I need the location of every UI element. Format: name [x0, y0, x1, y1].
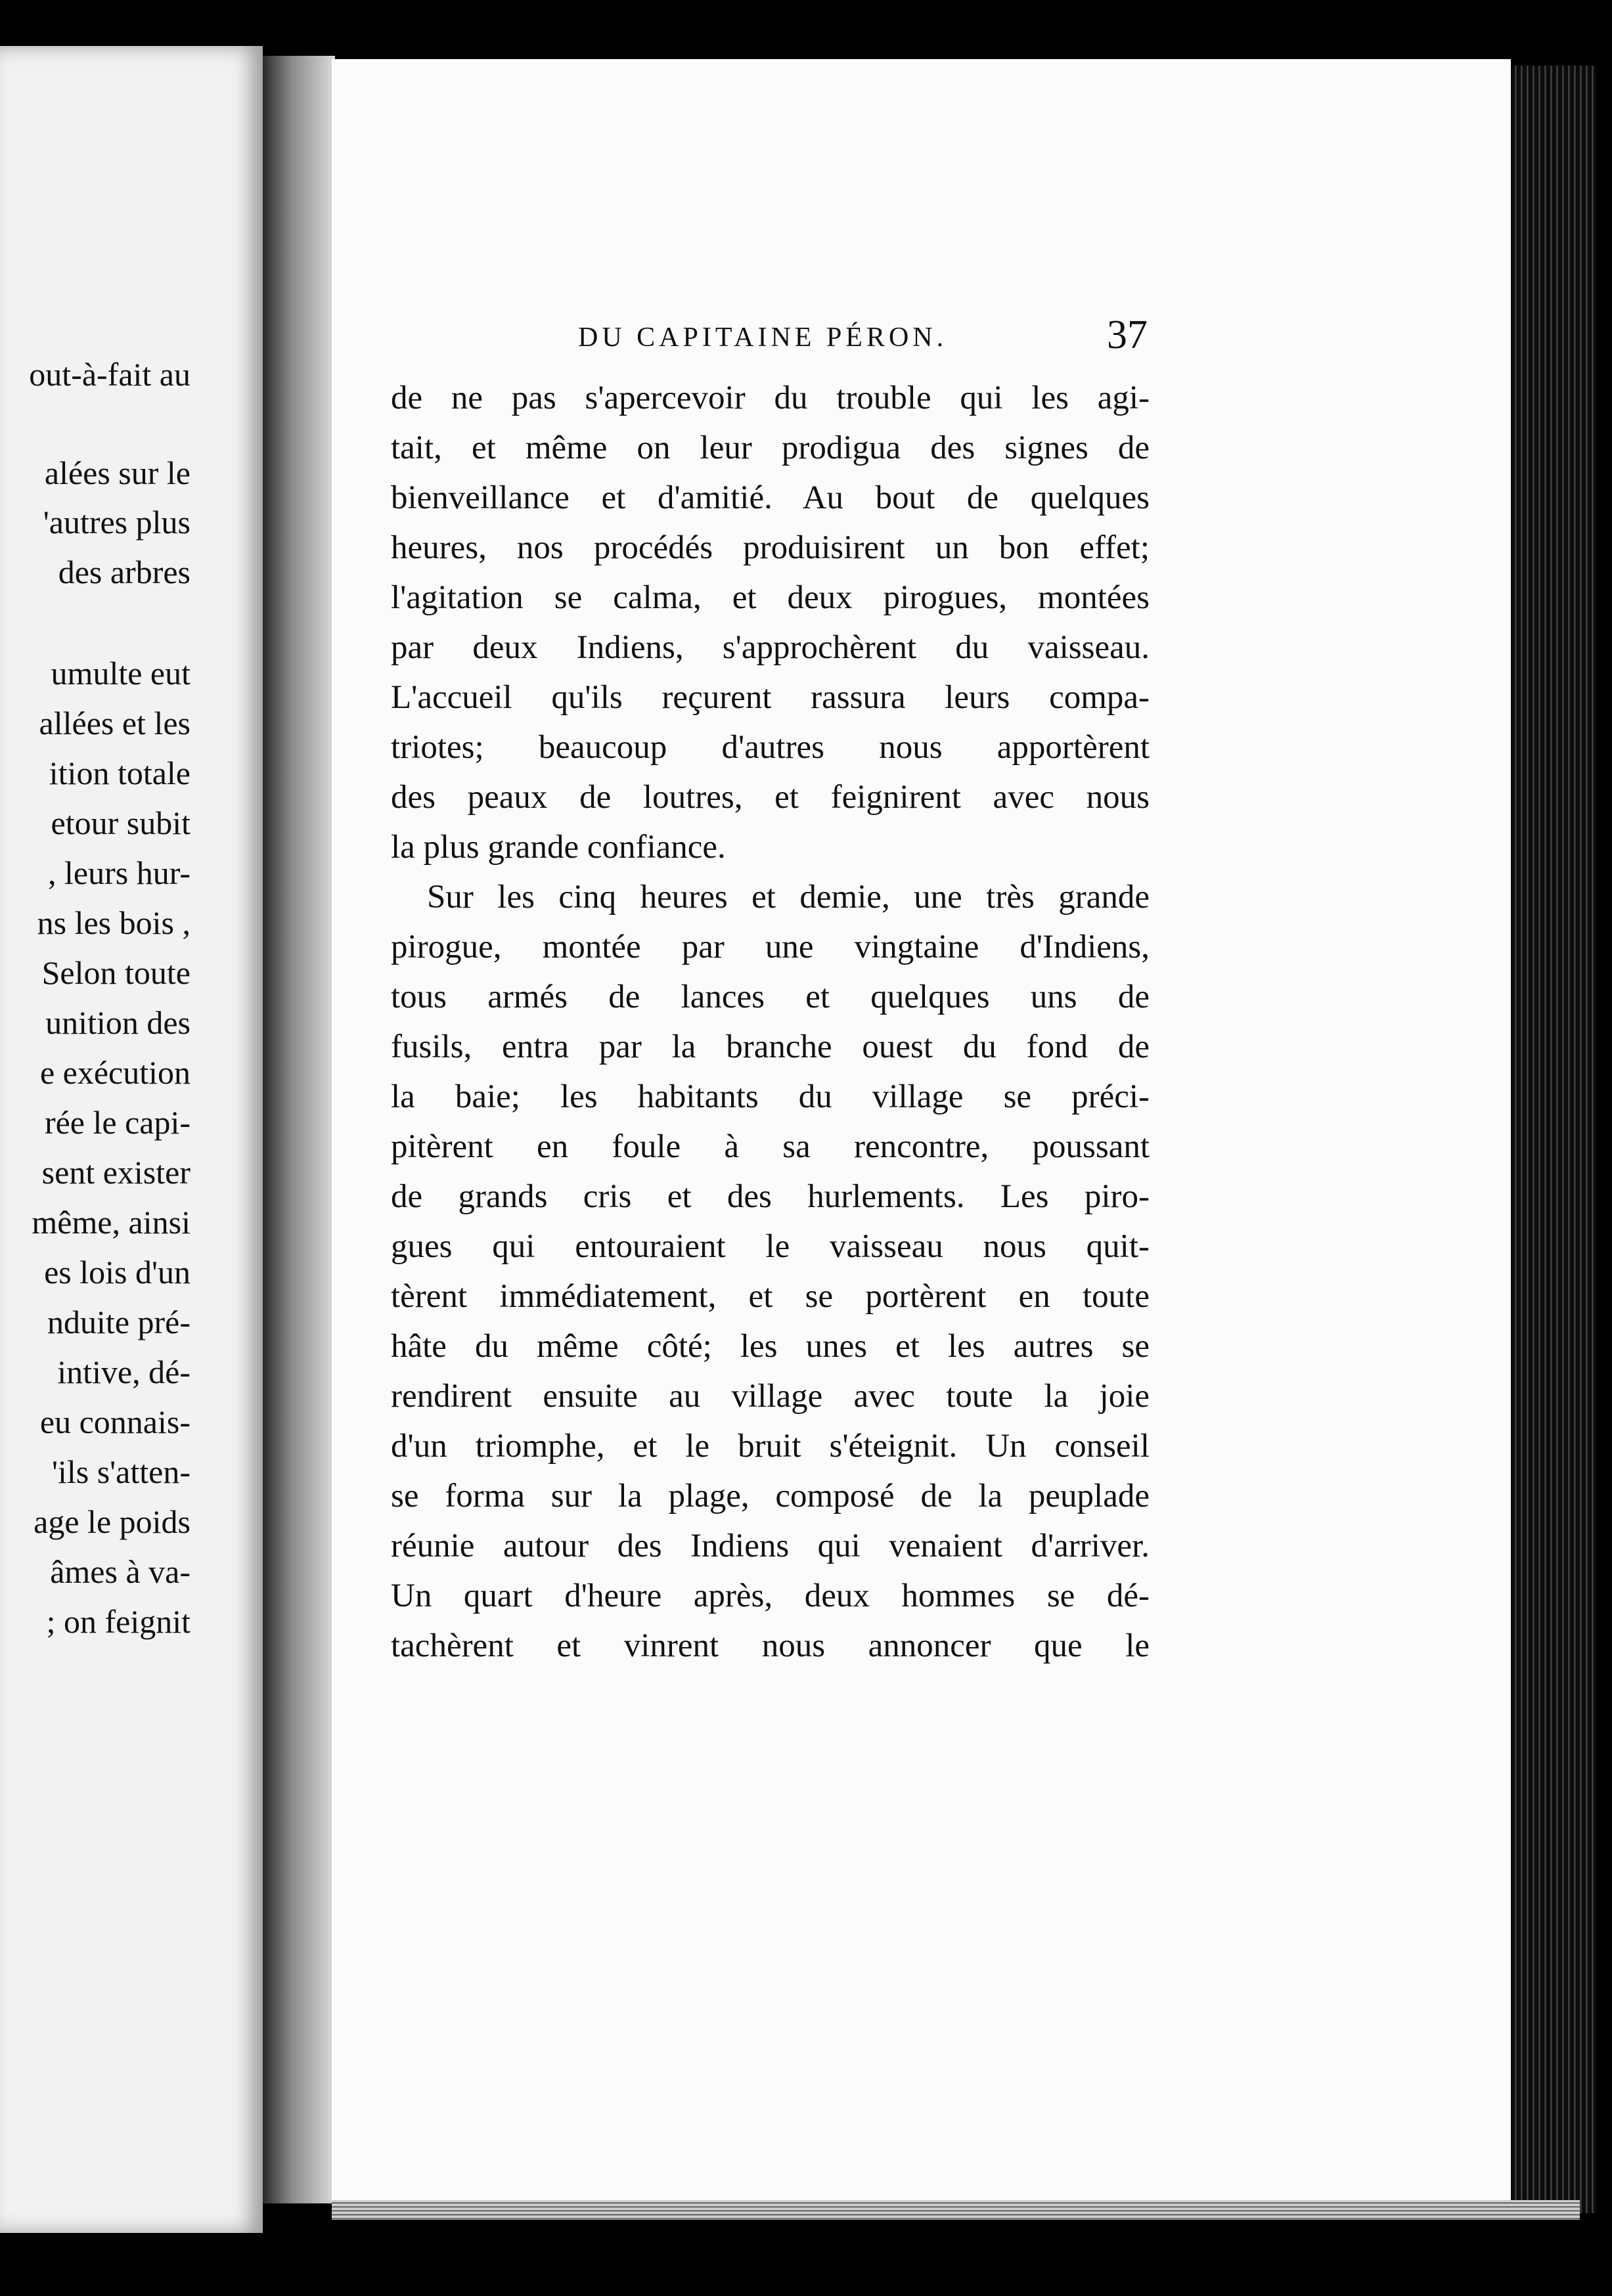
left-page: [0, 46, 263, 2233]
left-page-line: nduite pré-: [47, 1304, 190, 1340]
left-page-line: , leurs hur-: [48, 854, 190, 891]
left-page-line: rée le capi-: [44, 1104, 190, 1141]
left-page-line: sent exister: [41, 1154, 190, 1191]
left-page-line: ; on feignit: [46, 1603, 190, 1640]
left-page-line: même, ainsi: [32, 1204, 190, 1241]
body-line: se forma sur la plage, composé de la peuplade: [391, 1478, 1150, 1514]
left-page-line: des arbres: [58, 554, 190, 590]
left-page-line: 'ils s'atten-: [51, 1453, 190, 1490]
left-page-line: alées sur le: [44, 454, 190, 491]
left-page-line: es lois d'un: [44, 1254, 190, 1291]
body-line: la baie; les habitants du village se préci-: [391, 1078, 1150, 1115]
body-line: pirogue, montée par une vingtaine d'Indiens,: [391, 929, 1150, 965]
left-page-line: intive, dé-: [57, 1354, 190, 1390]
page-edges: [1511, 66, 1596, 2213]
left-page-line: Selon toute: [41, 954, 190, 991]
body-line: tachèrent et vinrent nous annoncer que le: [391, 1627, 1150, 1664]
left-page-line: ition totale: [49, 755, 190, 791]
book-gutter: [263, 56, 335, 2203]
left-page-line: âmes à va-: [50, 1553, 190, 1590]
body-line: d'un triomphe, et le bruit s'éteignit. Un conseil: [391, 1428, 1150, 1465]
body-line: par deux Indiens, s'approchèrent du vaisseau.: [391, 629, 1150, 666]
body-line: de ne pas s'apercevoir du trouble qui les agi-: [391, 380, 1150, 416]
left-page-line: umulte eut: [51, 655, 190, 692]
body-line: Sur les cinq heures et demie, une très grande: [427, 879, 1150, 916]
body-line: tous armés de lances et quelques uns de: [391, 979, 1150, 1015]
left-page-line: age le poids: [34, 1503, 190, 1540]
left-page-line: e exécution: [39, 1054, 190, 1091]
body-line: l'agitation se calma, et deux pirogues, montées: [391, 579, 1150, 616]
body-line: triotes; beaucoup d'autres nous apportèrent: [391, 729, 1150, 766]
running-head: DU CAPITAINE PÉRON.: [578, 322, 948, 353]
left-page-line: eu connais-: [39, 1403, 190, 1440]
body-line: de grands cris et des hurlements. Les piro-: [391, 1178, 1150, 1215]
left-page-line: unition des: [45, 1004, 190, 1041]
body-line: L'accueil qu'ils reçurent rassura leurs compa-: [391, 679, 1150, 716]
body-line: fusils, entra par la branche ouest du fond de: [391, 1028, 1150, 1065]
left-page-line: etour subit: [51, 805, 190, 841]
body-line: heures, nos procédés produisirent un bon effet;: [391, 529, 1150, 566]
body-line: rendirent ensuite au village avec toute la joie: [391, 1378, 1150, 1415]
bottom-page-edges: [332, 2200, 1580, 2220]
body-line: hâte du même côté; les unes et les autres se: [391, 1328, 1150, 1365]
left-page-line: out-à-fait au: [29, 356, 190, 393]
body-line: pitèrent en foule à sa rencontre, poussant: [391, 1128, 1150, 1165]
body-line: la plus grande confiance.: [391, 829, 726, 866]
body-line: tèrent immédiatement, et se portèrent en toute: [391, 1278, 1150, 1315]
left-page-line: allées et les: [39, 705, 190, 741]
left-page-line: ns les bois ,: [37, 904, 190, 941]
body-line: bienveillance et d'amitié. Au bout de quelques: [391, 479, 1150, 516]
body-line: gues qui entouraient le vaisseau nous quit-: [391, 1228, 1150, 1265]
left-page-line: 'autres plus: [43, 504, 190, 541]
body-line: Un quart d'heure après, deux hommes se dé-: [391, 1578, 1150, 1614]
body-line: réunie autour des Indiens qui venaient d'arriver.: [391, 1528, 1150, 1564]
page-number: 37: [1107, 313, 1148, 357]
body-line: des peaux de loutres, et feignirent avec nous: [391, 779, 1150, 816]
body-line: tait, et même on leur prodigua des signes de: [391, 430, 1150, 466]
